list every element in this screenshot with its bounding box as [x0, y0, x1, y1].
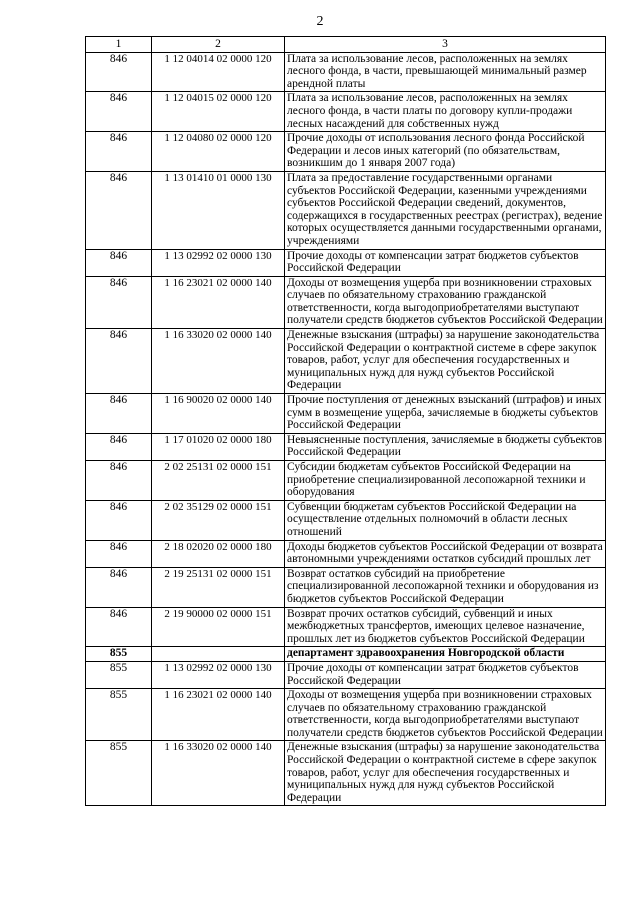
revenue-name-cell: Прочие доходы от использования лесного фонда Российской Федерации и лесов иных категорий (по обязательствам, возникшим до 1 января 2007 года)	[285, 132, 606, 172]
admin-code-cell: 846	[86, 567, 152, 607]
table-row	[86, 689, 606, 741]
budget-code-cell: 1 16 23021 02 0000 140	[152, 276, 285, 328]
budget-code-cell: 2 18 02020 02 0000 180	[152, 540, 285, 567]
budget-code-cell: 1 17 01020 02 0000 180	[152, 433, 285, 460]
admin-code-cell: 846	[86, 171, 152, 249]
budget-code-cell	[152, 647, 285, 662]
budget-code-cell: 1 13 02992 02 0000 130	[152, 661, 285, 688]
admin-code-cell: 855	[86, 647, 152, 662]
admin-code-cell: 846	[86, 500, 152, 540]
budget-code-cell: 1 16 23021 02 0000 140	[152, 689, 285, 741]
admin-code-cell: 846	[86, 540, 152, 567]
table-row	[86, 741, 606, 806]
admin-code-cell: 846	[86, 433, 152, 460]
budget-code-cell: 2 02 25131 02 0000 151	[152, 461, 285, 501]
column-header-1: 1	[86, 37, 152, 53]
admin-code-cell: 846	[86, 249, 152, 276]
revenue-name-cell: Прочие доходы от компенсации затрат бюджетов субъектов Российской Федерации	[285, 249, 606, 276]
admin-code-cell: 846	[86, 132, 152, 172]
admin-code-cell: 846	[86, 329, 152, 394]
budget-code-cell: 1 13 02992 02 0000 130	[152, 249, 285, 276]
revenue-name-cell: Доходы бюджетов субъектов Российской Федерации от возврата автономными учреждениями остатков субсидий прошлых лет	[285, 540, 606, 567]
table-row	[86, 52, 606, 92]
budget-code-cell: 1 13 01410 01 0000 130	[152, 171, 285, 249]
budget-code-cell: 2 02 35129 02 0000 151	[152, 500, 285, 540]
admin-code-cell: 855	[86, 741, 152, 806]
revenue-name-cell: Возврат прочих остатков субсидий, субвенций и иных межбюджетных трансфертов, имеющих целевое назначение, прошлых лет из бюджетов субъектов Российской Федерации	[285, 607, 606, 647]
revenue-name-cell: Невыясненные поступления, зачисляемые в бюджеты субъектов Российской Федерации	[285, 433, 606, 460]
revenue-name-cell: Прочие доходы от компенсации затрат бюджетов субъектов Российской Федерации	[285, 661, 606, 688]
table-row	[86, 567, 606, 607]
revenue-name-cell: Денежные взыскания (штрафы) за нарушение законодательства Российской Федерации о контрактной системе в сфере закупок товаров, работ, услуг для обеспечения государственных и муниципальных нужд для нужд субъектов Российской Федерации	[285, 741, 606, 806]
page-number: 2	[316, 14, 324, 29]
table-row	[86, 329, 606, 394]
admin-code-cell: 846	[86, 607, 152, 647]
revenue-name-cell: департамент здравоохранения Новгородской области	[285, 647, 606, 662]
admin-code-cell: 855	[86, 689, 152, 741]
revenue-name-cell: Плата за предоставление государственными органами субъектов Российской Федерации, казенными учреждениями субъектов Российской Федерации сведений, документов, содержащихся в государственных реестрах (регистрах), ведение которых осуществляется данными государственными органами, учреждениями	[285, 171, 606, 249]
admin-code-cell: 846	[86, 394, 152, 434]
budget-code-cell: 1 16 90020 02 0000 140	[152, 394, 285, 434]
revenue-name-cell: Субвенции бюджетам субъектов Российской Федерации на осуществление отдельных полномочий в области лесных отношений	[285, 500, 606, 540]
budget-code-cell: 1 16 33020 02 0000 140	[152, 741, 285, 806]
table-row	[86, 132, 606, 172]
revenue-name-cell: Доходы от возмещения ущерба при возникновении страховых случаев по обязательному страхованию гражданской ответственности, когда выгодоприобретателями выступают получатели средств бюджетов субъектов Российской Федерации	[285, 276, 606, 328]
budget-code-cell: 2 19 90000 02 0000 151	[152, 607, 285, 647]
column-header-2: 2	[152, 37, 285, 53]
revenue-name-cell: Денежные взыскания (штрафы) за нарушение законодательства Российской Федерации о контрактной системе в сфере закупок товаров, работ, услуг для обеспечения государственных и муниципальных нужд для нужд субъектов Российской Федерации	[285, 329, 606, 394]
budget-code-cell: 1 12 04014 02 0000 120	[152, 52, 285, 92]
table-row	[86, 461, 606, 501]
budget-code-cell: 1 16 33020 02 0000 140	[152, 329, 285, 394]
admin-code-cell: 846	[86, 461, 152, 501]
revenue-name-cell: Плата за использование лесов, расположенных на землях лесного фонда, в части, превышающей минимальный размер арендной платы	[285, 52, 606, 92]
budget-code-cell: 2 19 25131 02 0000 151	[152, 567, 285, 607]
revenue-name-cell: Прочие поступления от денежных взысканий (штрафов) и иных сумм в возмещение ущерба, зачисляемые в бюджеты субъектов Российской Федерации	[285, 394, 606, 434]
table-body	[86, 52, 606, 806]
revenue-name-cell: Возврат остатков субсидий на приобретение специализированной лесопожарной техники и оборудования из бюджетов субъектов Российской Федерации	[285, 567, 606, 607]
table-row	[86, 249, 606, 276]
admin-code-cell: 846	[86, 52, 152, 92]
admin-code-cell: 846	[86, 92, 152, 132]
table-header-row	[86, 37, 606, 53]
section-header-row	[86, 647, 606, 662]
revenue-name-cell: Субсидии бюджетам субъектов Российской Федерации на приобретение специализированной лесопожарной техники и оборудования	[285, 461, 606, 501]
table-row	[86, 661, 606, 688]
table-row	[86, 276, 606, 328]
admin-code-cell: 855	[86, 661, 152, 688]
budget-code-cell: 1 12 04015 02 0000 120	[152, 92, 285, 132]
admin-code-cell: 846	[86, 276, 152, 328]
budget-code-cell: 1 12 04080 02 0000 120	[152, 132, 285, 172]
column-header-3: 3	[285, 37, 606, 53]
revenue-name-cell: Доходы от возмещения ущерба при возникновении страховых случаев по обязательному страхованию гражданской ответственности, когда выгодоприобретателями выступают получатели средств бюджетов субъектов Российской Федерации	[285, 689, 606, 741]
table-row	[86, 540, 606, 567]
revenue-name-cell: Плата за использование лесов, расположенных на землях лесного фонда, в части платы по договору купли-продажи лесных насаждений для собственных нужд	[285, 92, 606, 132]
table-row	[86, 607, 606, 647]
revenue-codes-table	[85, 36, 606, 806]
table-row	[86, 92, 606, 132]
table-row	[86, 500, 606, 540]
table-row	[86, 394, 606, 434]
table-row	[86, 171, 606, 249]
table-row	[86, 433, 606, 460]
